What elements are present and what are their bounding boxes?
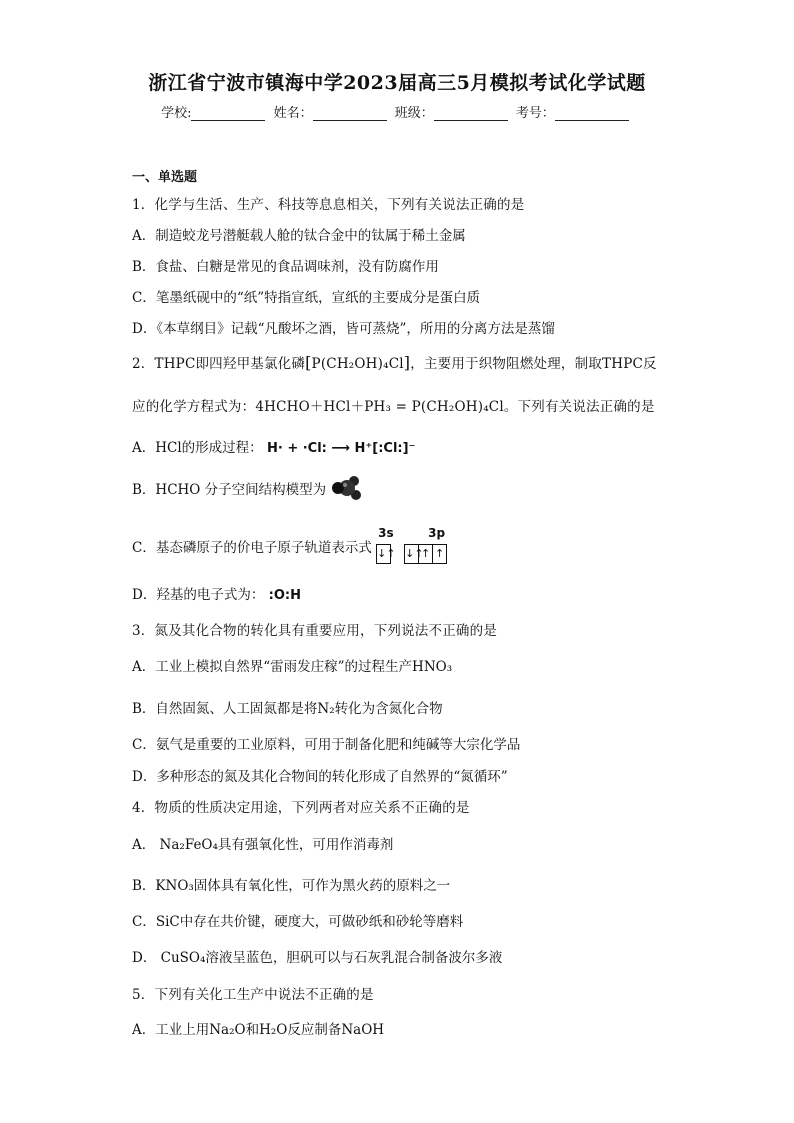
q2-stem2-text: 应的化学方程式为： [132,399,256,415]
q2-stem-text: 2．THPC即四羟甲基氯化磷 [132,356,306,372]
equation: 4HCHO＋HCl＋PH₃ = P(CH₂OH)₄Cl [255,399,504,415]
orbital-3p-1: ↓↑ [405,545,419,563]
q5-option-a: A．工业上用Na₂O和H₂O反应制备NaOH [132,1022,385,1038]
q3-option-b: B．自然固氮、人工固氮都是将N₂转化为含氮化合物 [132,701,443,717]
q2-stem-text-b: ，主要用于织物阻燃处理，制取THPC反 [410,356,657,372]
school-blank[interactable] [191,107,265,121]
q4-option-d: D． CuSO₄溶液呈蓝色，胆矾可以与石灰乳混合制备波尔多液 [132,950,503,966]
q2-option-c [132,526,472,566]
q2-option-a-text: A．HCl的形成过程： [132,440,263,456]
q2-option-d-text: D．羟基的电子式为： [132,587,265,603]
q1-option-c: C．笔墨纸砚中的“纸”特指宣纸，宣纸的主要成分是蛋白质 [132,290,481,306]
orbital-3s-box [376,544,396,564]
q2-option-b [132,478,366,501]
q1-option-a: A．制造蛟龙号潜艇载人舱的钛合金中的钛属于稀土金属 [132,228,466,244]
orbital-diagram [376,526,472,566]
q3-option-a: A．工业上模拟自然界“雷雨发庄稼”的过程生产HNO₃ [132,659,453,675]
hydroxyl-electron-formula: :O:H [268,588,301,603]
q4-option-a: A． Na₂FeO₄具有强氧化性，可用作消毒剂 [132,837,394,853]
section-heading: 一、单选题 [132,170,198,185]
q3-stem: 3．氮及其化合物的转化具有重要应用，下列说法不正确的是 [132,623,497,639]
q4-option-b: B．KNO₃固体具有氧化性，可作为黑火药的原料之一 [132,878,451,894]
orbital-3s-label: 3s [378,526,394,540]
class-blank[interactable] [434,107,508,121]
q2-option-c-text: C．基态磷原子的价电子原子轨道表示式 [132,540,372,556]
q2-stem-line2 [132,395,655,415]
page-title: 浙江省宁波市镇海中学2023届高三5月模拟考试化学试题 [148,72,646,94]
exam-number-label: 考号： [515,106,555,121]
orbital-3p-3: ↑ [435,547,445,560]
orbital-3p-box [404,544,447,564]
q2-option-b-text: B．HCHO 分子空间结构模型为 [132,482,327,498]
name-blank[interactable] [313,107,387,121]
q4-stem: 4．物质的性质决定用途，下列两者对应关系不正确的是 [132,800,470,816]
q4-option-c: C．SiC中存在共价键，硬度大，可做砂纸和砂轮等磨料 [132,914,464,930]
exam-number-blank[interactable] [555,107,629,121]
q5-stem: 5．下列有关化工生产中说法不正确的是 [132,987,374,1003]
bracket-left: [ [305,353,312,372]
q3-option-d: D．多种形态的氮及其化合物间的转化形成了自然界的“氮循环” [132,769,508,785]
hcho-molecule-model-icon [330,475,366,501]
q3-option-c: C．氨气是重要的工业原料，可用于制备化肥和纯碱等大宗化学品 [132,737,521,753]
name-label: 姓名： [273,106,313,121]
q2-stem2-text-b: 。下列有关说法正确的是 [503,399,655,415]
q1-option-b: B．食盐、白糖是常见的食品调味剂，没有防腐作用 [132,259,439,275]
orbital-3p-2: ↑ [419,545,433,563]
hcl-formation-diagram: H· + ·Cl: ⟶ H⁺[:Cl:]⁻ [266,441,416,456]
orbital-3p-label: 3p [428,526,446,540]
bracket-right: ] [403,353,411,372]
q2-option-a [132,436,415,456]
student-info-line [0,102,794,121]
q1-option-d: D．《本草纲目》记载“凡酸坏之酒，皆可蒸烧”，所用的分离方法是蒸馏 [132,321,555,337]
q1-stem: 1．化学与生活、生产、科技等息息相关，下列有关说法正确的是 [132,197,525,213]
orbital-3s-electrons: ↓↑ [377,547,396,560]
thpc-formula: P(CH₂OH)₄Cl [311,356,404,372]
school-label: 学校: [161,106,192,121]
class-label: 班级： [394,106,434,121]
q2-stem-line1 [132,352,657,372]
q2-option-d [132,583,301,603]
